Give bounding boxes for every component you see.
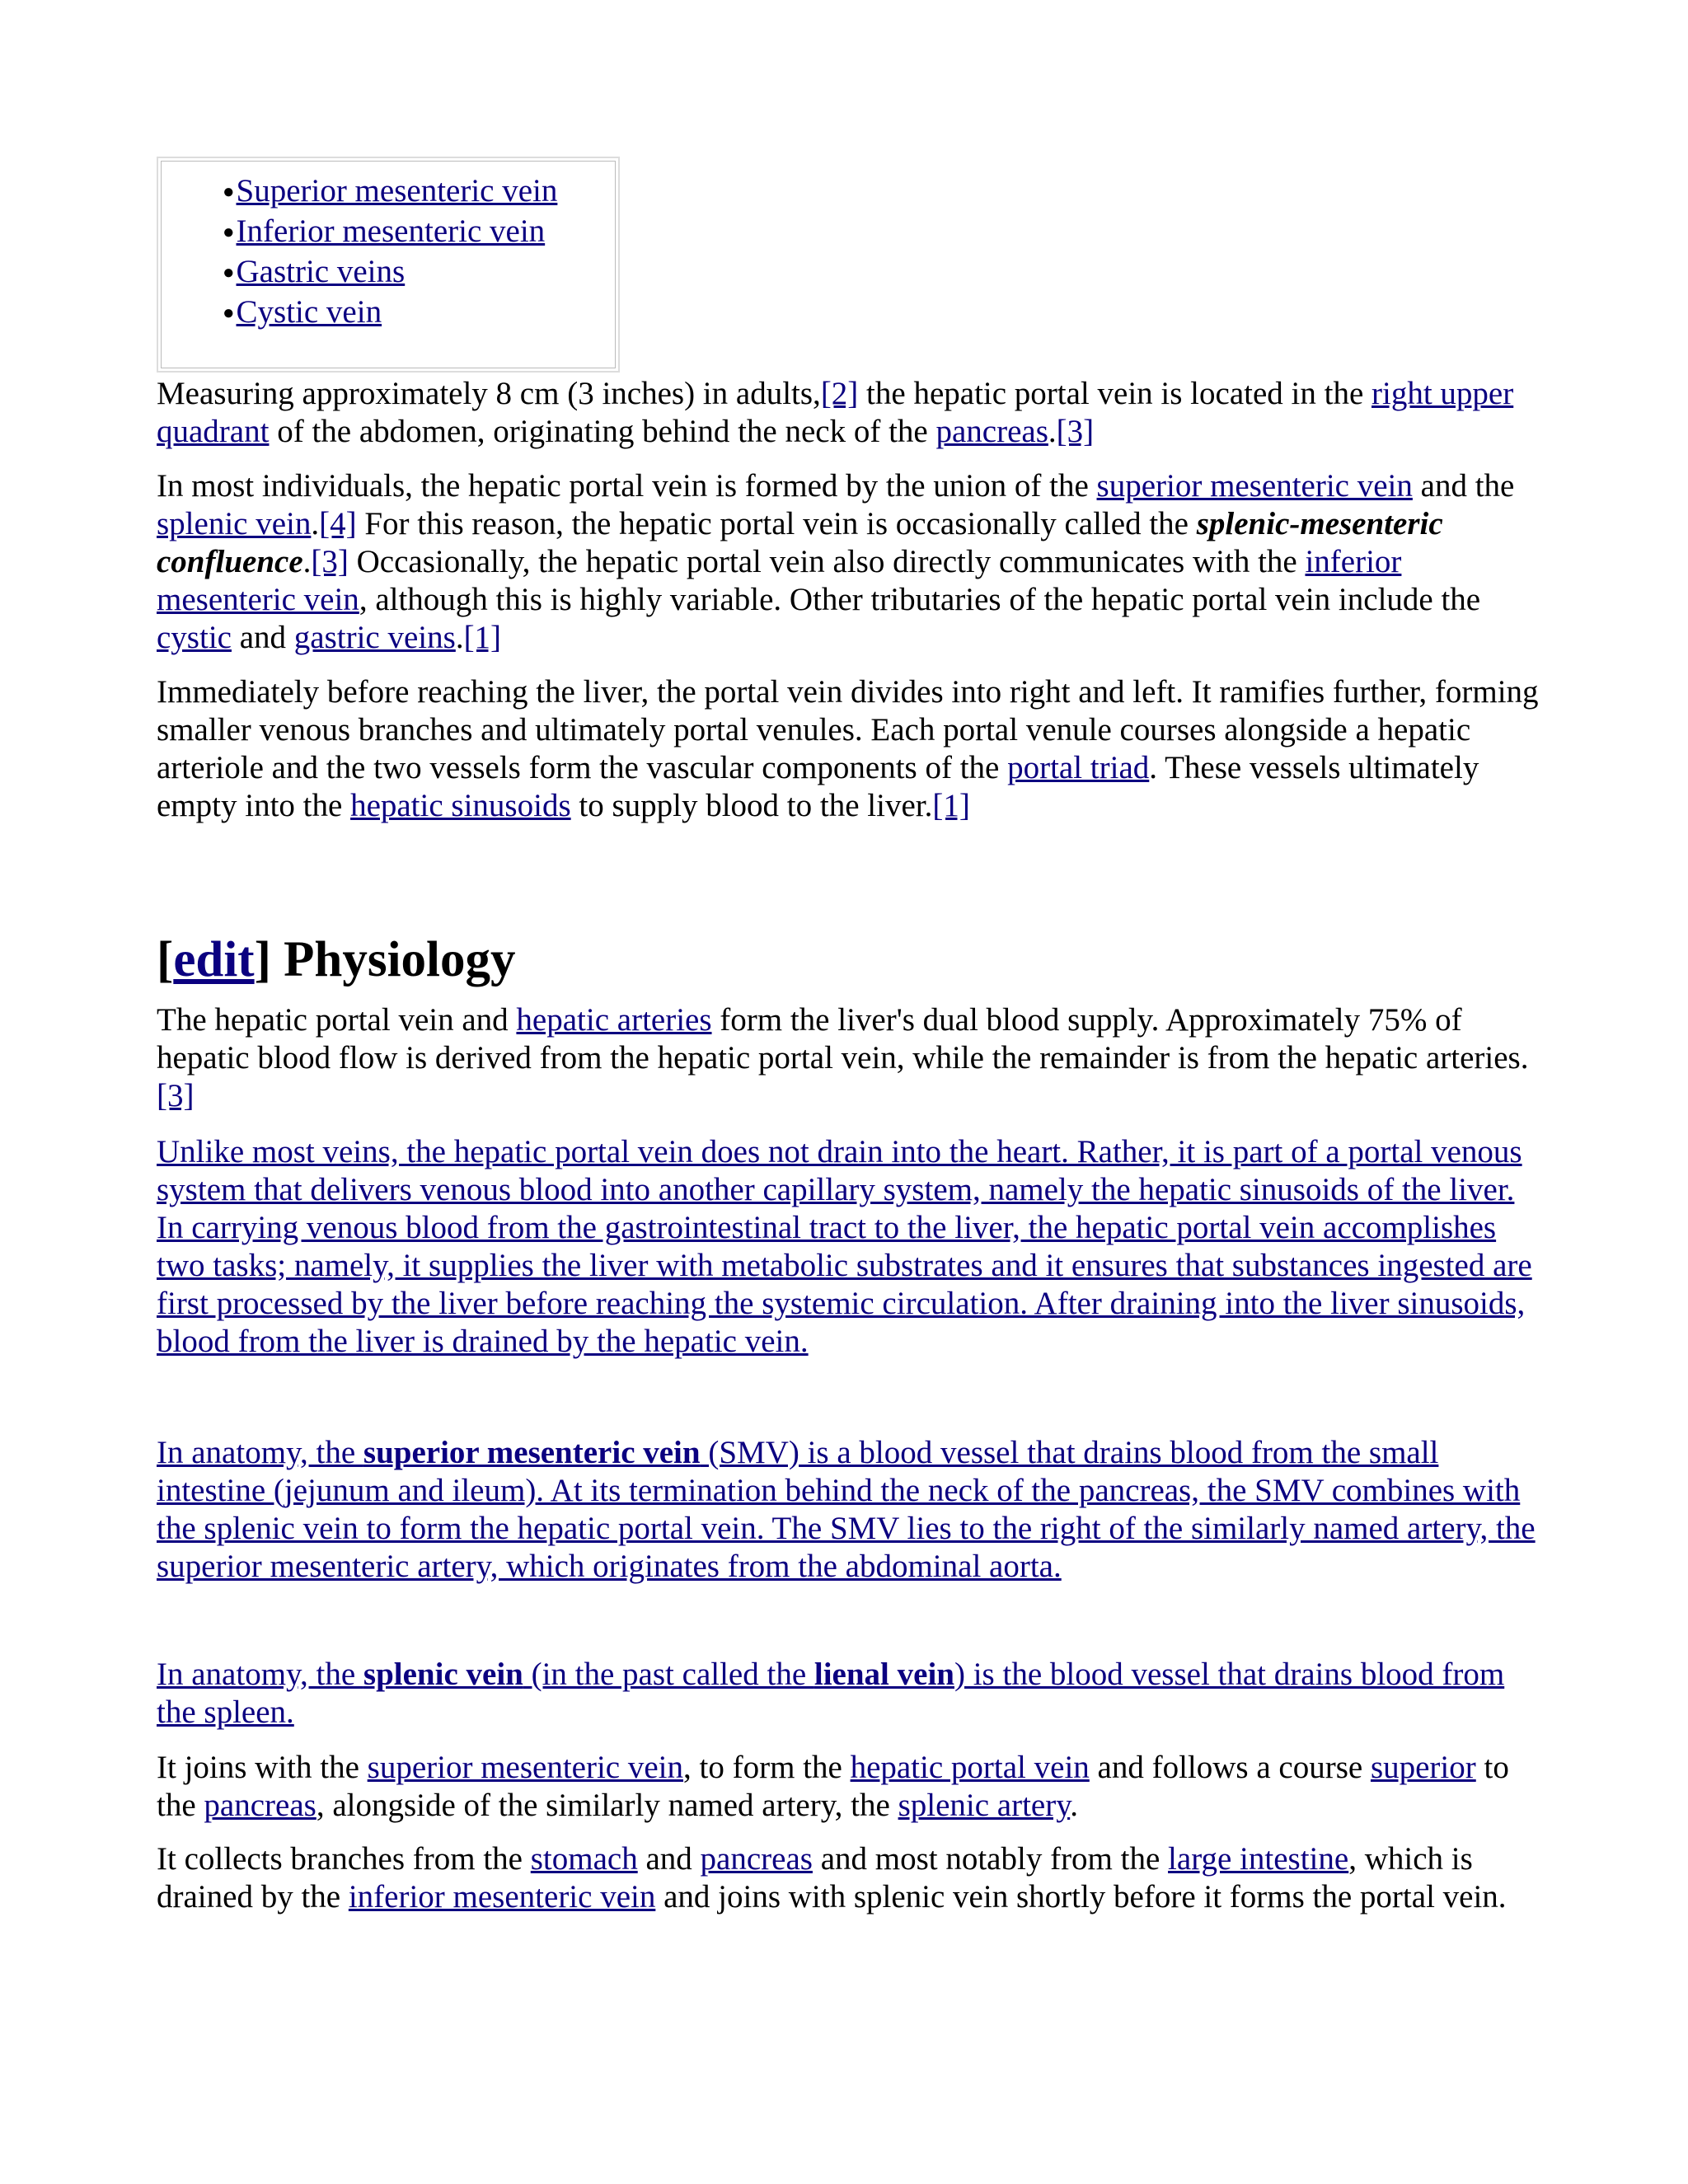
- text: In most individuals, the hepatic portal vein is formed by the union of the: [157, 468, 1097, 504]
- link-pancreas[interactable]: pancreas: [204, 1788, 316, 1823]
- paragraph-blood-supply: [157, 1001, 1541, 1115]
- emphasis-term: splenic-mesenteric confluence: [157, 506, 1443, 579]
- bullet-icon: ●: [223, 302, 235, 324]
- text: , which is drained by the: [157, 1841, 1473, 1915]
- link-inferior-mesenteric-vein[interactable]: inferior mesenteric vein: [157, 544, 1402, 617]
- link-gastric-veins[interactable]: Gastric veins: [236, 254, 406, 289]
- link-splenic-vein-text[interactable]: [157, 1657, 1504, 1730]
- link-stomach[interactable]: stomach: [530, 1841, 638, 1877]
- link-right-upper-quadrant[interactable]: right upper quadrant: [157, 376, 1514, 449]
- reference-link[interactable]: [1]: [932, 788, 970, 823]
- link-superior-mesenteric-vein[interactable]: superior mesenteric vein: [1096, 468, 1413, 504]
- link-hepatic-sinusoids[interactable]: hepatic sinusoids: [350, 788, 571, 823]
- paragraph-splenic-vein: [157, 1656, 1541, 1732]
- section-heading-physiology: [edit] Physiology: [157, 932, 516, 987]
- text: .: [455, 620, 464, 655]
- paragraph-location: [157, 375, 1541, 451]
- text: (in the past called the: [523, 1657, 814, 1692]
- text: . These vessels ultimately empty into the: [157, 750, 1479, 823]
- text: Immediately before reaching the liver, the portal vein divides into right and left. It ramifies further, forming smaller venous branches and ultimately portal venules. Each portal venule courses alongside a hepatic arteriole and the two vessels form the vascular components of the: [157, 674, 1539, 785]
- link-splenic-vein[interactable]: splenic vein: [157, 506, 312, 541]
- link-portal-system-text[interactable]: Unlike most veins, the hepatic portal vein does not drain into the heart. Rather, it is part of a portal venous system that delivers venous blood into another capillary system, namely the hepatic sinusoids of the liver. In carrying venous blood from the gastrointestinal tract to the liver, the hepatic portal vein accomplishes two tasks; namely, it supplies the liver with metabolic substrates and it ensures that substances ingested are first processed by the liver before reaching the systemic circulation. After draining into the liver sinusoids, blood from the liver is drained by the hepatic vein.: [157, 1134, 1532, 1359]
- list-item: [223, 211, 557, 251]
- text: In anatomy, the: [157, 1657, 363, 1692]
- text: to the: [157, 1750, 1509, 1823]
- text: and: [231, 620, 294, 655]
- text: For this reason, the hepatic portal vein is occasionally called the: [356, 506, 1197, 541]
- paragraph-branches: [157, 673, 1541, 825]
- text: , although this is highly variable. Other tributaries of the hepatic portal vein include the: [359, 582, 1481, 617]
- reference-link[interactable]: [3]: [1056, 414, 1095, 449]
- text: It joins with the: [157, 1750, 368, 1785]
- text: the hepatic portal vein is located in the: [858, 376, 1372, 411]
- link-hepatic-portal-vein[interactable]: hepatic portal vein: [850, 1750, 1090, 1785]
- tributaries-list: [223, 171, 557, 332]
- text: .: [1070, 1788, 1078, 1823]
- text: and joins with splenic vein shortly before it forms the portal vein.: [655, 1879, 1507, 1915]
- reference-link[interactable]: [3]: [311, 544, 349, 579]
- reference-link[interactable]: [3]: [157, 1078, 195, 1113]
- bold-term: lienal vein: [814, 1657, 954, 1692]
- link-superior-mesenteric-vein[interactable]: superior mesenteric vein: [367, 1750, 684, 1785]
- link-inferior-mesenteric-vein[interactable]: Inferior mesenteric vein: [236, 213, 546, 249]
- paragraph-splenic-branches: [157, 1840, 1541, 1916]
- text: It collects branches from the: [157, 1841, 531, 1877]
- link-portal-triad[interactable]: portal triad: [1007, 750, 1150, 785]
- bold-term: superior mesenteric vein: [363, 1435, 701, 1470]
- text: , to form the: [683, 1750, 851, 1785]
- list-item: [223, 251, 557, 292]
- text: Measuring approximately 8 cm (3 inches) in adults,: [157, 376, 821, 411]
- reference-link[interactable]: [1]: [463, 620, 502, 655]
- text: .: [311, 506, 320, 541]
- link-cystic-vein[interactable]: Cystic vein: [236, 294, 382, 330]
- paragraph-portal-system: [157, 1133, 1541, 1361]
- link-hepatic-arteries[interactable]: hepatic arteries: [516, 1002, 712, 1038]
- link-pancreas[interactable]: pancreas: [700, 1841, 813, 1877]
- link-superior-mesenteric-vein[interactable]: Superior mesenteric vein: [236, 173, 558, 209]
- bullet-icon: ●: [223, 222, 235, 243]
- text: The hepatic portal vein and: [157, 1002, 517, 1038]
- text: .: [302, 544, 312, 579]
- text: to supply blood to the liver.: [570, 788, 933, 823]
- link-gastric-veins[interactable]: gastric veins: [293, 620, 456, 655]
- bold-term: splenic vein: [363, 1657, 523, 1692]
- heading-title: Physiology: [284, 932, 516, 987]
- text: (SMV) is a blood vessel that drains blood from the small intestine (jejunum and ileum). At its termination behind the neck of the pancreas, the SMV combines with the splenic vein to form the hepatic portal vein. The SMV lies to the right of the similarly named artery, the superior mesenteric artery, which originates from the abdominal aorta.: [157, 1435, 1536, 1584]
- text: , alongside of the similarly named artery, the: [316, 1788, 898, 1823]
- edit-link[interactable]: edit: [173, 932, 255, 987]
- bullet-icon: ●: [223, 181, 235, 203]
- text: ) is the blood vessel that drains blood from the spleen.: [157, 1657, 1505, 1730]
- reference-link[interactable]: [4]: [319, 506, 357, 541]
- bullet-icon: ●: [223, 262, 235, 284]
- paragraph-smv: [157, 1434, 1541, 1586]
- link-smv-text[interactable]: [157, 1435, 1536, 1584]
- paragraph-formation: [157, 467, 1541, 657]
- text: and most notably from the: [812, 1841, 1169, 1877]
- text: Occasionally, the hepatic portal vein also directly communicates with the: [348, 544, 1306, 579]
- link-splenic-artery[interactable]: splenic artery: [898, 1788, 1071, 1823]
- tributaries-box: [157, 157, 620, 373]
- link-inferior-mesenteric-vein[interactable]: inferior mesenteric vein: [348, 1879, 656, 1915]
- link-cystic[interactable]: cystic: [157, 620, 232, 655]
- text: and: [637, 1841, 701, 1877]
- text: .: [1048, 414, 1057, 449]
- reference-link[interactable]: [2]: [820, 376, 859, 411]
- text: form the liver's dual blood supply. Approximately 75% of hepatic blood flow is derived from the hepatic portal vein, while the remainder is from the hepatic arteries.: [157, 1002, 1529, 1076]
- text: and the: [1412, 468, 1515, 504]
- link-large-intestine[interactable]: large intestine: [1168, 1841, 1349, 1877]
- text: In anatomy, the: [157, 1435, 363, 1470]
- link-superior[interactable]: superior: [1370, 1750, 1476, 1785]
- text: of the abdomen, originating behind the neck of the: [269, 414, 936, 449]
- link-pancreas[interactable]: pancreas: [935, 414, 1048, 449]
- paragraph-splenic-course: [157, 1749, 1541, 1825]
- list-item: [223, 171, 557, 211]
- text: and follows a course: [1089, 1750, 1371, 1785]
- list-item: [223, 292, 557, 332]
